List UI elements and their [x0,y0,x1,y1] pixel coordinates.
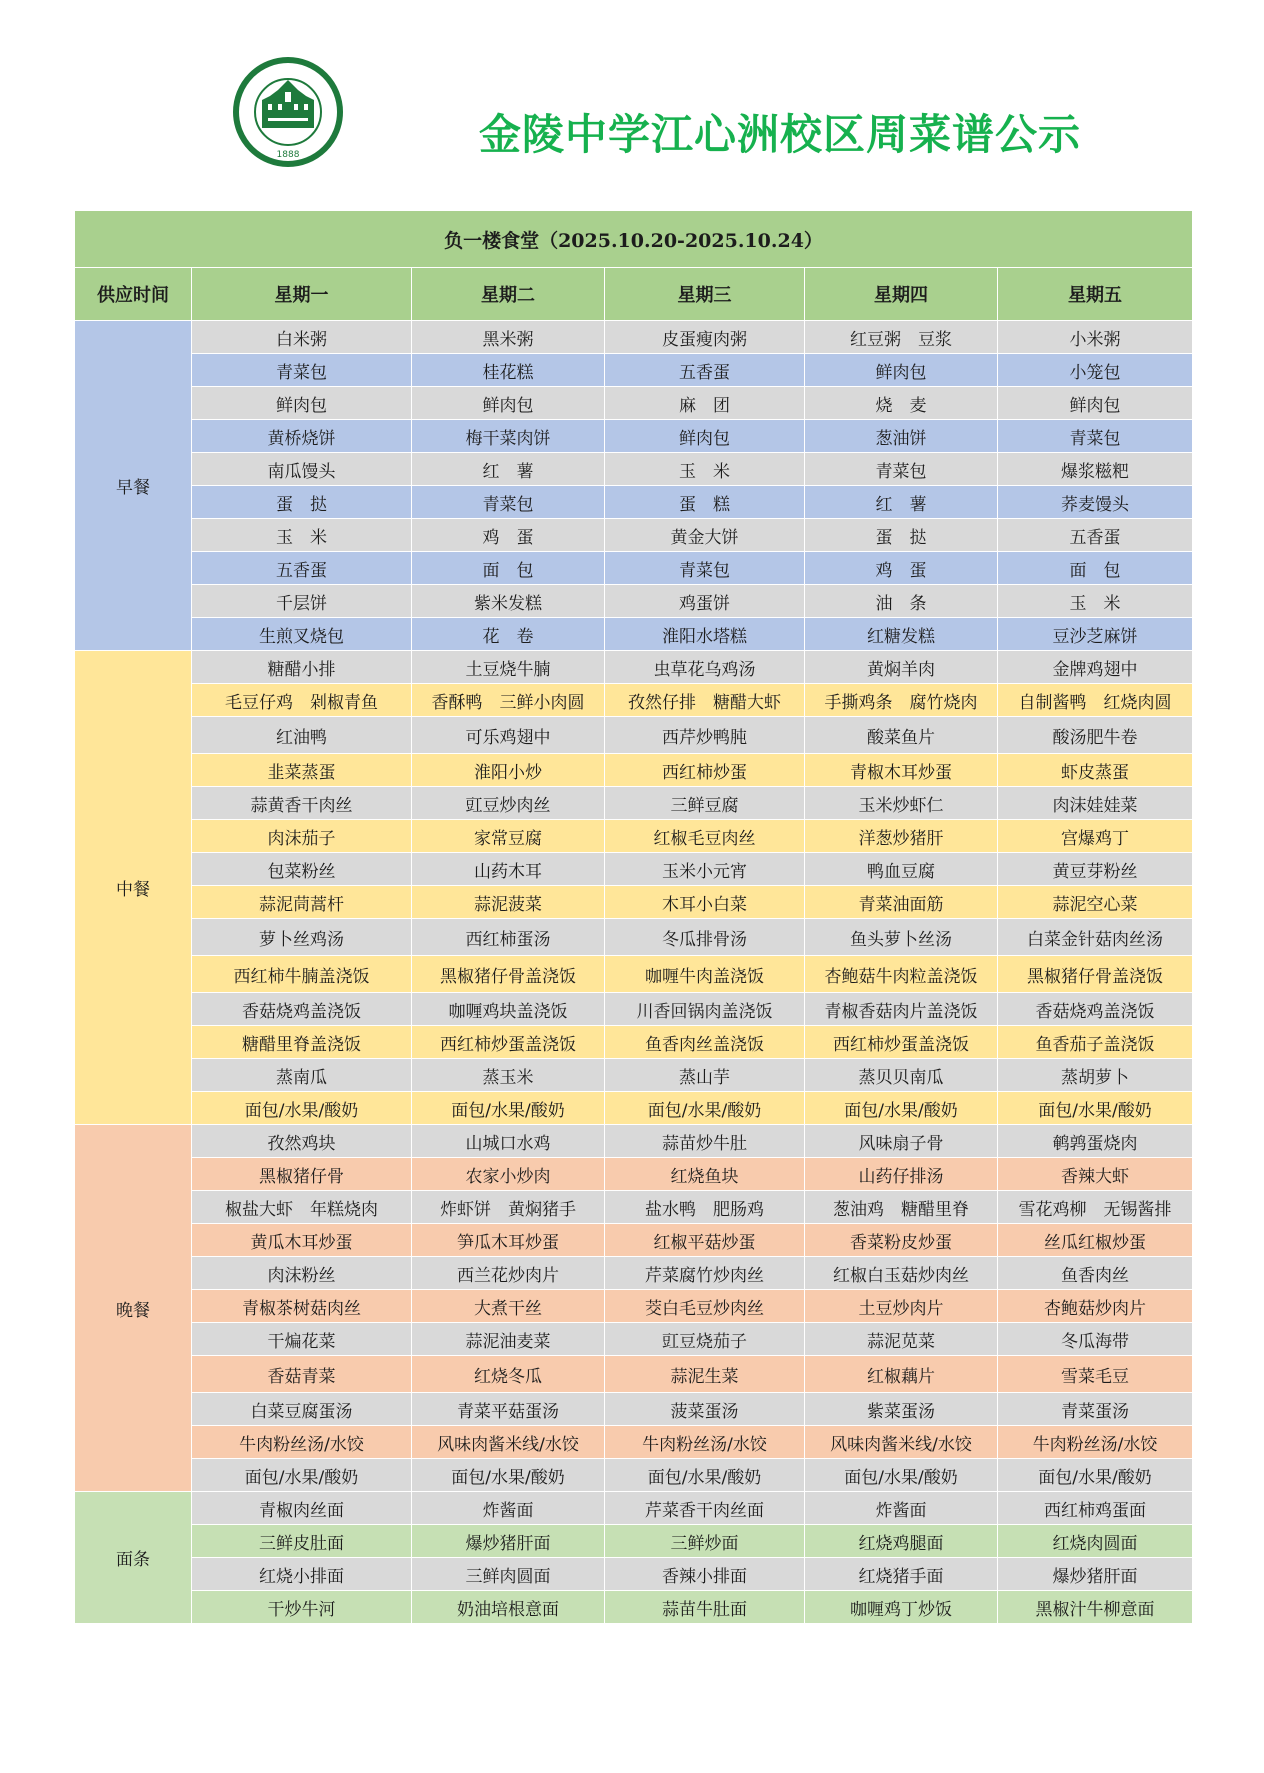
dish-cell: 鸡 蛋 [412,519,605,552]
dish-cell: 鱼头萝卜丝汤 [805,919,998,956]
dish-cell: 牛肉粉丝汤/水饺 [192,1426,412,1459]
dish-cell: 面 包 [998,552,1193,585]
dish-cell: 玉 米 [998,585,1193,618]
dish-cell: 川香回锅肉盖浇饭 [605,993,805,1026]
dish-cell: 干煸花菜 [192,1323,412,1356]
table-row [75,585,1193,618]
dish-cell: 咖喱牛肉盖浇饭 [605,956,805,993]
dish-cell: 干炒牛河 [192,1591,412,1624]
dish-cell: 蒜泥油麦菜 [412,1323,605,1356]
dish-cell: 椒盐大虾 年糕烧肉 [192,1191,412,1224]
dish-cell: 西红柿蛋汤 [412,919,605,956]
dish-cell: 小笼包 [998,354,1193,387]
dish-cell: 黑椒猪仔骨 [192,1158,412,1191]
table-row [75,1525,1193,1558]
dish-cell: 豇豆炒肉丝 [412,787,605,820]
dish-cell: 孜然仔排 糖醋大虾 [605,684,805,717]
table-row [75,956,1193,993]
dish-cell: 桂花糕 [412,354,605,387]
table-row [75,486,1193,519]
dish-cell: 酸菜鱼片 [805,717,998,754]
dish-cell: 葱油鸡 糖醋里脊 [805,1191,998,1224]
dish-cell: 黑椒汁牛柳意面 [998,1591,1193,1624]
dish-cell: 风味肉酱米线/水饺 [412,1426,605,1459]
table-row [75,787,1193,820]
dish-cell: 白菜金针菇肉丝汤 [998,919,1193,956]
dish-cell: 虫草花乌鸡汤 [605,651,805,684]
dish-cell: 鸭血豆腐 [805,853,998,886]
dish-cell: 黄桥烧饼 [192,420,412,453]
dish-cell: 皮蛋瘦肉粥 [605,321,805,354]
time-column-header: 供应时间 [75,268,192,321]
meal-label: 早餐 [75,321,192,651]
dish-cell: 黄焖羊肉 [805,651,998,684]
meal-label: 面条 [75,1492,192,1624]
dish-cell: 紫菜蛋汤 [805,1393,998,1426]
dish-cell: 蒜泥菠菜 [412,886,605,919]
dish-cell: 香酥鸭 三鲜小肉圆 [412,684,605,717]
dish-cell: 青菜油面筋 [805,886,998,919]
table-row [75,1290,1193,1323]
table-row [75,618,1193,651]
dish-cell: 香菇烧鸡盖浇饭 [192,993,412,1026]
table-row [75,552,1193,585]
dish-cell: 蛋 挞 [192,486,412,519]
dish-cell: 冬瓜排骨汤 [605,919,805,956]
dish-cell: 虾皮蒸蛋 [998,754,1193,787]
dish-cell: 山药仔排汤 [805,1158,998,1191]
dish-cell: 鱼香茄子盖浇饭 [998,1026,1193,1059]
dish-cell: 香菜粉皮炒蛋 [805,1224,998,1257]
dish-cell: 青菜包 [605,552,805,585]
dish-cell: 面包/水果/酸奶 [192,1459,412,1492]
dish-cell: 面包/水果/酸奶 [192,1092,412,1125]
day-header: 星期四 [805,268,998,321]
dish-cell: 麻 团 [605,387,805,420]
dish-cell: 香辣小排面 [605,1558,805,1591]
dish-cell: 五香蛋 [998,519,1193,552]
dish-cell: 西红柿炒蛋盖浇饭 [805,1026,998,1059]
dish-cell: 面包/水果/酸奶 [412,1459,605,1492]
dish-cell: 蒜泥茼蒿杆 [192,886,412,919]
dish-cell: 玉米小元宵 [605,853,805,886]
dish-cell: 红椒藕片 [805,1356,998,1393]
dish-cell: 炸虾饼 黄焖猪手 [412,1191,605,1224]
dish-cell: 青菜平菇蛋汤 [412,1393,605,1426]
dish-cell: 烧 麦 [805,387,998,420]
dish-cell: 杏鲍菇炒肉片 [998,1290,1193,1323]
dish-cell: 红椒毛豆肉丝 [605,820,805,853]
dish-cell: 芹菜香干肉丝面 [605,1492,805,1525]
dish-cell: 大煮干丝 [412,1290,605,1323]
table-row [75,919,1193,956]
dish-cell: 肉沫粉丝 [192,1257,412,1290]
dish-cell: 面包/水果/酸奶 [412,1092,605,1125]
dish-cell: 白菜豆腐蛋汤 [192,1393,412,1426]
dish-cell: 黑椒猪仔骨盖浇饭 [412,956,605,993]
dish-cell: 鲜肉包 [192,387,412,420]
table-row [75,1191,1193,1224]
dish-cell: 红烧小排面 [192,1558,412,1591]
dish-cell: 黄瓜木耳炒蛋 [192,1224,412,1257]
dish-cell: 小米粥 [998,321,1193,354]
dish-cell: 香辣大虾 [998,1158,1193,1191]
table-row [75,1257,1193,1290]
dish-cell: 蛋 糕 [605,486,805,519]
dish-cell: 香菇烧鸡盖浇饭 [998,993,1193,1026]
dish-cell: 青椒肉丝面 [192,1492,412,1525]
dish-cell: 青椒香菇肉片盖浇饭 [805,993,998,1026]
dish-cell: 咖喱鸡块盖浇饭 [412,993,605,1026]
dish-cell: 宫爆鸡丁 [998,820,1193,853]
menu-table [74,210,1193,1624]
dish-cell: 青菜包 [805,453,998,486]
dish-cell: 黑米粥 [412,321,605,354]
dish-cell: 蒜苗牛肚面 [605,1591,805,1624]
table-row [75,1459,1193,1492]
dish-cell: 蒜泥苋菜 [805,1323,998,1356]
dish-cell: 红椒白玉菇炒肉丝 [805,1257,998,1290]
dish-cell: 木耳小白菜 [605,886,805,919]
table-row [75,519,1193,552]
dish-cell: 淮阳小炒 [412,754,605,787]
table-row [75,321,1193,354]
dish-cell: 爆炒猪肝面 [412,1525,605,1558]
dish-cell: 五香蛋 [192,552,412,585]
dish-cell: 青椒木耳炒蛋 [805,754,998,787]
table-row [75,1591,1193,1624]
dish-cell: 蒜黄香干肉丝 [192,787,412,820]
dish-cell: 玉 米 [192,519,412,552]
dish-cell: 黑椒猪仔骨盖浇饭 [998,956,1193,993]
table-row [75,1323,1193,1356]
table-row [75,1558,1193,1591]
dish-cell: 葱油饼 [805,420,998,453]
dish-cell: 孜然鸡块 [192,1125,412,1158]
dish-cell: 鲜肉包 [605,420,805,453]
dish-cell: 萝卜丝鸡汤 [192,919,412,956]
table-caption: 负一楼食堂（2025.10.20-2025.10.24） [75,211,1193,268]
dish-cell: 蒜苗炒牛肚 [605,1125,805,1158]
dish-cell: 鱼香肉丝 [998,1257,1193,1290]
table-row [75,1356,1193,1393]
dish-cell: 西红柿牛腩盖浇饭 [192,956,412,993]
dish-cell: 红烧肉圆面 [998,1525,1193,1558]
table-row [75,1426,1193,1459]
dish-cell: 青菜包 [412,486,605,519]
table-row [75,820,1193,853]
dish-cell: 油 条 [805,585,998,618]
dish-cell: 三鲜豆腐 [605,787,805,820]
dish-cell: 面包/水果/酸奶 [605,1092,805,1125]
dish-cell: 玉 米 [605,453,805,486]
dish-cell: 五香蛋 [605,354,805,387]
dish-cell: 杏鲍菇牛肉粒盖浇饭 [805,956,998,993]
dish-cell: 红椒平菇炒蛋 [605,1224,805,1257]
dish-cell: 西芹炒鸭肫 [605,717,805,754]
dish-cell: 红油鸭 [192,717,412,754]
dish-cell: 白米粥 [192,321,412,354]
table-row [75,1092,1193,1125]
dish-cell: 蒸南瓜 [192,1059,412,1092]
dish-cell: 毛豆仔鸡 剁椒青鱼 [192,684,412,717]
dish-cell: 面包/水果/酸奶 [605,1459,805,1492]
dish-cell: 炸酱面 [805,1492,998,1525]
dish-cell: 香菇青菜 [192,1356,412,1393]
dish-cell: 丝瓜红椒炒蛋 [998,1224,1193,1257]
dish-cell: 青椒茶树菇肉丝 [192,1290,412,1323]
meal-label: 中餐 [75,651,192,1125]
table-row [75,853,1193,886]
dish-cell: 荞麦馒头 [998,486,1193,519]
dish-cell: 红烧鸡腿面 [805,1525,998,1558]
day-header: 星期三 [605,268,805,321]
dish-cell: 面 包 [412,552,605,585]
dish-cell: 西兰花炒肉片 [412,1257,605,1290]
dish-cell: 豇豆烧茄子 [605,1323,805,1356]
dish-cell: 红烧鱼块 [605,1158,805,1191]
dish-cell: 爆炒猪肝面 [998,1558,1193,1591]
table-row [75,886,1193,919]
logo-year: 1888 [276,150,300,160]
dish-cell: 肉沫娃娃菜 [998,787,1193,820]
table-row [75,1059,1193,1092]
dish-cell: 自制酱鸭 红烧肉圆 [998,684,1193,717]
dish-cell: 西红柿鸡蛋面 [998,1492,1193,1525]
dish-cell: 雪菜毛豆 [998,1356,1193,1393]
dish-cell: 青菜蛋汤 [998,1393,1193,1426]
dish-cell: 爆浆糍粑 [998,453,1193,486]
dish-cell: 三鲜皮肚面 [192,1525,412,1558]
dish-cell: 西红柿炒蛋盖浇饭 [412,1026,605,1059]
dish-cell: 紫米发糕 [412,585,605,618]
dish-cell: 雪花鸡柳 无锡酱排 [998,1191,1193,1224]
dish-cell: 花 卷 [412,618,605,651]
dish-cell: 蒸胡萝卜 [998,1059,1193,1092]
dish-cell: 鹌鹑蛋烧肉 [998,1125,1193,1158]
dish-cell: 农家小炒肉 [412,1158,605,1191]
dish-cell: 面包/水果/酸奶 [805,1092,998,1125]
dish-cell: 面包/水果/酸奶 [805,1459,998,1492]
table-row [75,1492,1193,1525]
dish-cell: 山药木耳 [412,853,605,886]
dish-cell: 土豆炒肉片 [805,1290,998,1323]
dish-cell: 生煎叉烧包 [192,618,412,651]
dish-cell: 肉沫茄子 [192,820,412,853]
table-row [75,453,1193,486]
dish-cell: 面包/水果/酸奶 [998,1092,1193,1125]
dish-cell: 咖喱鸡丁炒饭 [805,1591,998,1624]
dish-cell: 包菜粉丝 [192,853,412,886]
dish-cell: 南瓜馒头 [192,453,412,486]
dish-cell: 笋瓜木耳炒蛋 [412,1224,605,1257]
dish-cell: 青菜包 [998,420,1193,453]
dish-cell: 蒸山芋 [605,1059,805,1092]
dish-cell: 鱼香肉丝盖浇饭 [605,1026,805,1059]
dish-cell: 牛肉粉丝汤/水饺 [998,1426,1193,1459]
table-row [75,1393,1193,1426]
dish-cell: 牛肉粉丝汤/水饺 [605,1426,805,1459]
dish-cell: 茭白毛豆炒肉丝 [605,1290,805,1323]
dish-cell: 风味肉酱米线/水饺 [805,1426,998,1459]
dish-cell: 酸汤肥牛卷 [998,717,1193,754]
table-row [75,717,1193,754]
table-row [75,993,1193,1026]
dish-cell: 红 薯 [805,486,998,519]
dish-cell: 面包/水果/酸奶 [998,1459,1193,1492]
dish-cell: 豆沙芝麻饼 [998,618,1193,651]
dish-cell: 糖醋小排 [192,651,412,684]
dish-cell: 蒜泥空心菜 [998,886,1193,919]
dish-cell: 梅干菜肉饼 [412,420,605,453]
dish-cell: 金牌鸡翅中 [998,651,1193,684]
dish-cell: 山城口水鸡 [412,1125,605,1158]
table-row [75,1026,1193,1059]
day-header: 星期二 [412,268,605,321]
dish-cell: 黄豆芽粉丝 [998,853,1193,886]
day-header: 星期五 [998,268,1193,321]
dish-cell: 手撕鸡条 腐竹烧肉 [805,684,998,717]
dish-cell: 冬瓜海带 [998,1323,1193,1356]
meal-label: 晚餐 [75,1125,192,1492]
dish-cell: 鲜肉包 [998,387,1193,420]
school-seal-logo [232,56,344,172]
dish-cell: 鲜肉包 [412,387,605,420]
dish-cell: 家常豆腐 [412,820,605,853]
dish-cell: 红糖发糕 [805,618,998,651]
table-row [75,684,1193,717]
dish-cell: 蒸玉米 [412,1059,605,1092]
dish-cell: 玉米炒虾仁 [805,787,998,820]
table-row [75,651,1193,684]
dish-cell: 鸡 蛋 [805,552,998,585]
table-row [75,1125,1193,1158]
dish-cell: 洋葱炒猪肝 [805,820,998,853]
page-title: 金陵中学江心洲校区周菜谱公示 [478,110,1081,159]
dish-cell: 奶油培根意面 [412,1591,605,1624]
table-row [75,1158,1193,1191]
dish-cell: 千层饼 [192,585,412,618]
table-row [75,387,1193,420]
table-row [75,1224,1193,1257]
dish-cell: 盐水鸭 肥肠鸡 [605,1191,805,1224]
dish-cell: 三鲜肉圆面 [412,1558,605,1591]
dish-cell: 鲜肉包 [805,354,998,387]
table-row [75,754,1193,787]
dish-cell: 红烧猪手面 [805,1558,998,1591]
dish-cell: 土豆烧牛腩 [412,651,605,684]
table-row [75,354,1193,387]
dish-cell: 韭菜蒸蛋 [192,754,412,787]
dish-cell: 蒜泥生菜 [605,1356,805,1393]
dish-cell: 可乐鸡翅中 [412,717,605,754]
dish-cell: 鸡蛋饼 [605,585,805,618]
dish-cell: 糖醋里脊盖浇饭 [192,1026,412,1059]
dish-cell: 三鲜炒面 [605,1525,805,1558]
dish-cell: 青菜包 [192,354,412,387]
dish-cell: 红烧冬瓜 [412,1356,605,1393]
dish-cell: 风味扇子骨 [805,1125,998,1158]
dish-cell: 蛋 挞 [805,519,998,552]
dish-cell: 红 薯 [412,453,605,486]
day-header: 星期一 [192,268,412,321]
dish-cell: 红豆粥 豆浆 [805,321,998,354]
dish-cell: 芹菜腐竹炒肉丝 [605,1257,805,1290]
dish-cell: 菠菜蛋汤 [605,1393,805,1426]
dish-cell: 淮阳水塔糕 [605,618,805,651]
dish-cell: 西红柿炒蛋 [605,754,805,787]
table-row [75,420,1193,453]
dish-cell: 蒸贝贝南瓜 [805,1059,998,1092]
dish-cell: 炸酱面 [412,1492,605,1525]
dish-cell: 黄金大饼 [605,519,805,552]
